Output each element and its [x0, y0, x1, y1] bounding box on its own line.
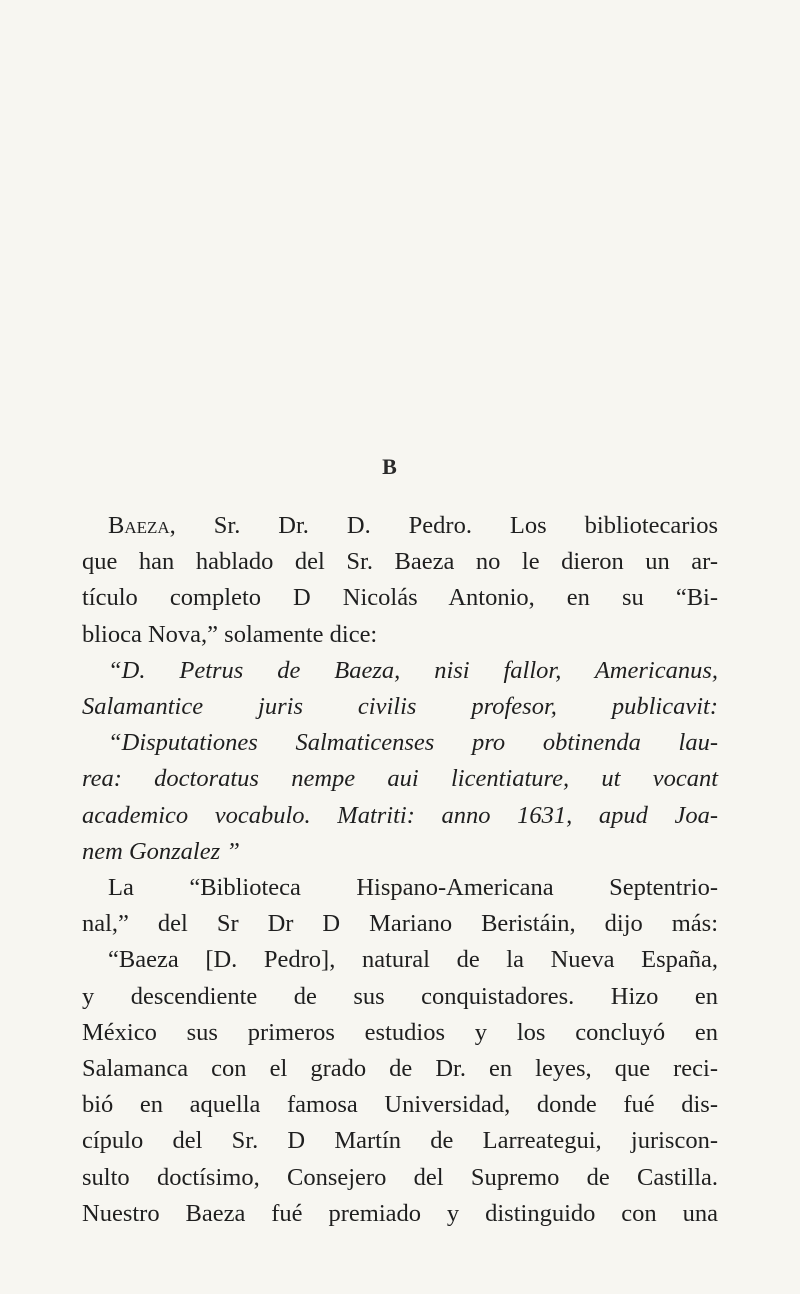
quote-line-text: nem Gonzalez ”	[82, 837, 240, 865]
quote-line	[82, 834, 718, 870]
quote-line-text: rea: doctoratus nempe aui licentiature, ut vocant	[82, 765, 718, 793]
paragraph2-line: sulto doctísimo, Consejero del Supremo de Castilla.	[82, 1163, 718, 1191]
paragraph2-line: La “Biblioteca Hispano-Americana Septentrio-	[108, 874, 718, 902]
quote-line-text: academico vocabulo. Matriti: anno 1631, apud Joa-	[82, 801, 718, 829]
quote-line	[82, 725, 718, 761]
paragraph2-line: Salamanca con el grado de Dr. en leyes, que reci-	[82, 1055, 718, 1083]
quote-line-text: “Disputationes Salmaticenses pro obtinenda lau-	[108, 729, 718, 757]
section-letter-heading: B	[382, 454, 398, 479]
paragraph2-line: cípulo del Sr. D Martín de Larreategui, juriscon-	[82, 1127, 718, 1155]
quote-line	[82, 653, 718, 689]
paragraph2-line: Nuestro Baeza fué premiado y distinguido con una	[82, 1199, 718, 1227]
quote-line	[82, 689, 718, 725]
quote-line-text: Salamantice juris civilis profesor, publicavit:	[82, 693, 718, 721]
paragraph2-line: bió en aquella famosa Universidad, donde fué dis-	[82, 1091, 718, 1119]
paragraph1-line: que han hablado del Sr. Baeza no le dieron un ar-	[82, 548, 718, 576]
quote-line-text: “D. Petrus de Baeza, nisi fallor, Americanus,	[108, 656, 718, 684]
entry-surname: Baeza	[108, 512, 170, 539]
paragraph2-line: “Baeza [D. Pedro], natural de la Nueva España,	[108, 946, 718, 974]
paragraph1-line	[82, 508, 718, 544]
paragraph1-line-text: , Sr. Dr. D. Pedro. Los bibliotecarios	[169, 512, 718, 539]
entry-text	[82, 508, 718, 1232]
paragraph1-line: tículo completo D Nicolás Antonio, en su “Bi-	[82, 584, 718, 612]
quote-line	[82, 798, 718, 834]
paragraph2-line: nal,” del Sr Dr D Mariano Beristáin, dijo más:	[82, 910, 718, 938]
paragraph2-line: México sus primeros estudios y los concluyó en	[82, 1018, 718, 1046]
paragraph1-line: blioca Nova,” solamente dice:	[82, 620, 378, 648]
paragraph2-line: y descendiente de sus conquistadores. Hizo en	[82, 982, 718, 1010]
quote-line	[82, 761, 718, 797]
